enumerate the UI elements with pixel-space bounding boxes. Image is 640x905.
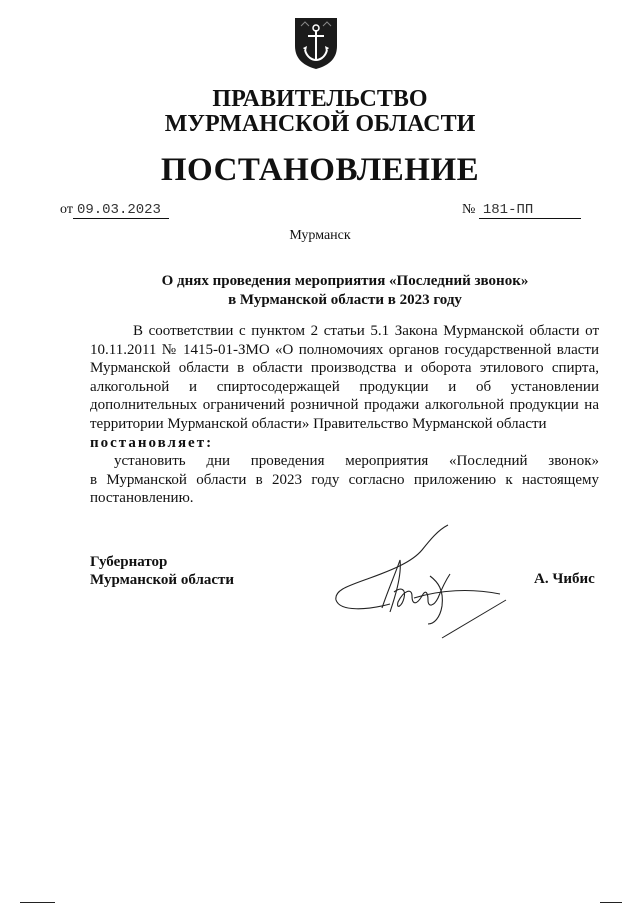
document-date: 09.03.2023	[73, 202, 169, 219]
government-name-line1: ПРАВИТЕЛЬСТВО	[212, 86, 428, 112]
resolution-line3: постановлению.	[90, 490, 194, 507]
signatory-title-line2: Мурманской области	[90, 572, 235, 588]
subject-line1: О днях проведения мероприятия «Последний звонок»	[161, 273, 529, 289]
resolution-line2: в Мурманской области в 2023 году согласно приложению к настоящему	[90, 471, 599, 488]
resolution-line1: установить дни проведения мероприятия «Последний звонок»	[114, 453, 599, 470]
signatory-title	[90, 553, 234, 589]
date-prefix: от	[60, 202, 73, 217]
document-body	[90, 322, 599, 508]
city-name: Мурманск	[289, 228, 351, 243]
government-name-line2: МУРМАНСКОЙ ОБЛАСТИ	[164, 111, 476, 137]
number-prefix: №	[462, 202, 476, 217]
preamble-paragraph: В соответствии с пунктом 2 статьи 5.1 Закона Мурманской области от 10.11.2011 № 1415-01-ЗМО «О полномочиях органов государственной власти Мурманской области в области производства и оборота этилового спирта, алкогольной и спиртосодержащей продукции и об установлении дополнительных ограничений розничной продажи алкогольной продукции на территории Мурманской области» Правительство Мурманской области	[90, 323, 599, 432]
document-date-line	[60, 202, 169, 219]
signatory-title-line1: Губернатор	[90, 554, 168, 570]
subject-line2: в Мурманской области в 2023 году	[228, 292, 462, 308]
handwritten-signature	[330, 520, 510, 645]
signatory-name: А. Чибис	[534, 571, 595, 587]
document-number-line	[462, 202, 581, 219]
coat-of-arms-emblem	[293, 16, 339, 70]
page-edge-rule-left	[20, 902, 55, 903]
page-edge-rule-right	[600, 902, 622, 903]
document-number: 181-ПП	[479, 202, 581, 219]
resolves-word: постановляет:	[90, 434, 214, 451]
document-type-title: ПОСТАНОВЛЕНИЕ	[160, 152, 480, 188]
